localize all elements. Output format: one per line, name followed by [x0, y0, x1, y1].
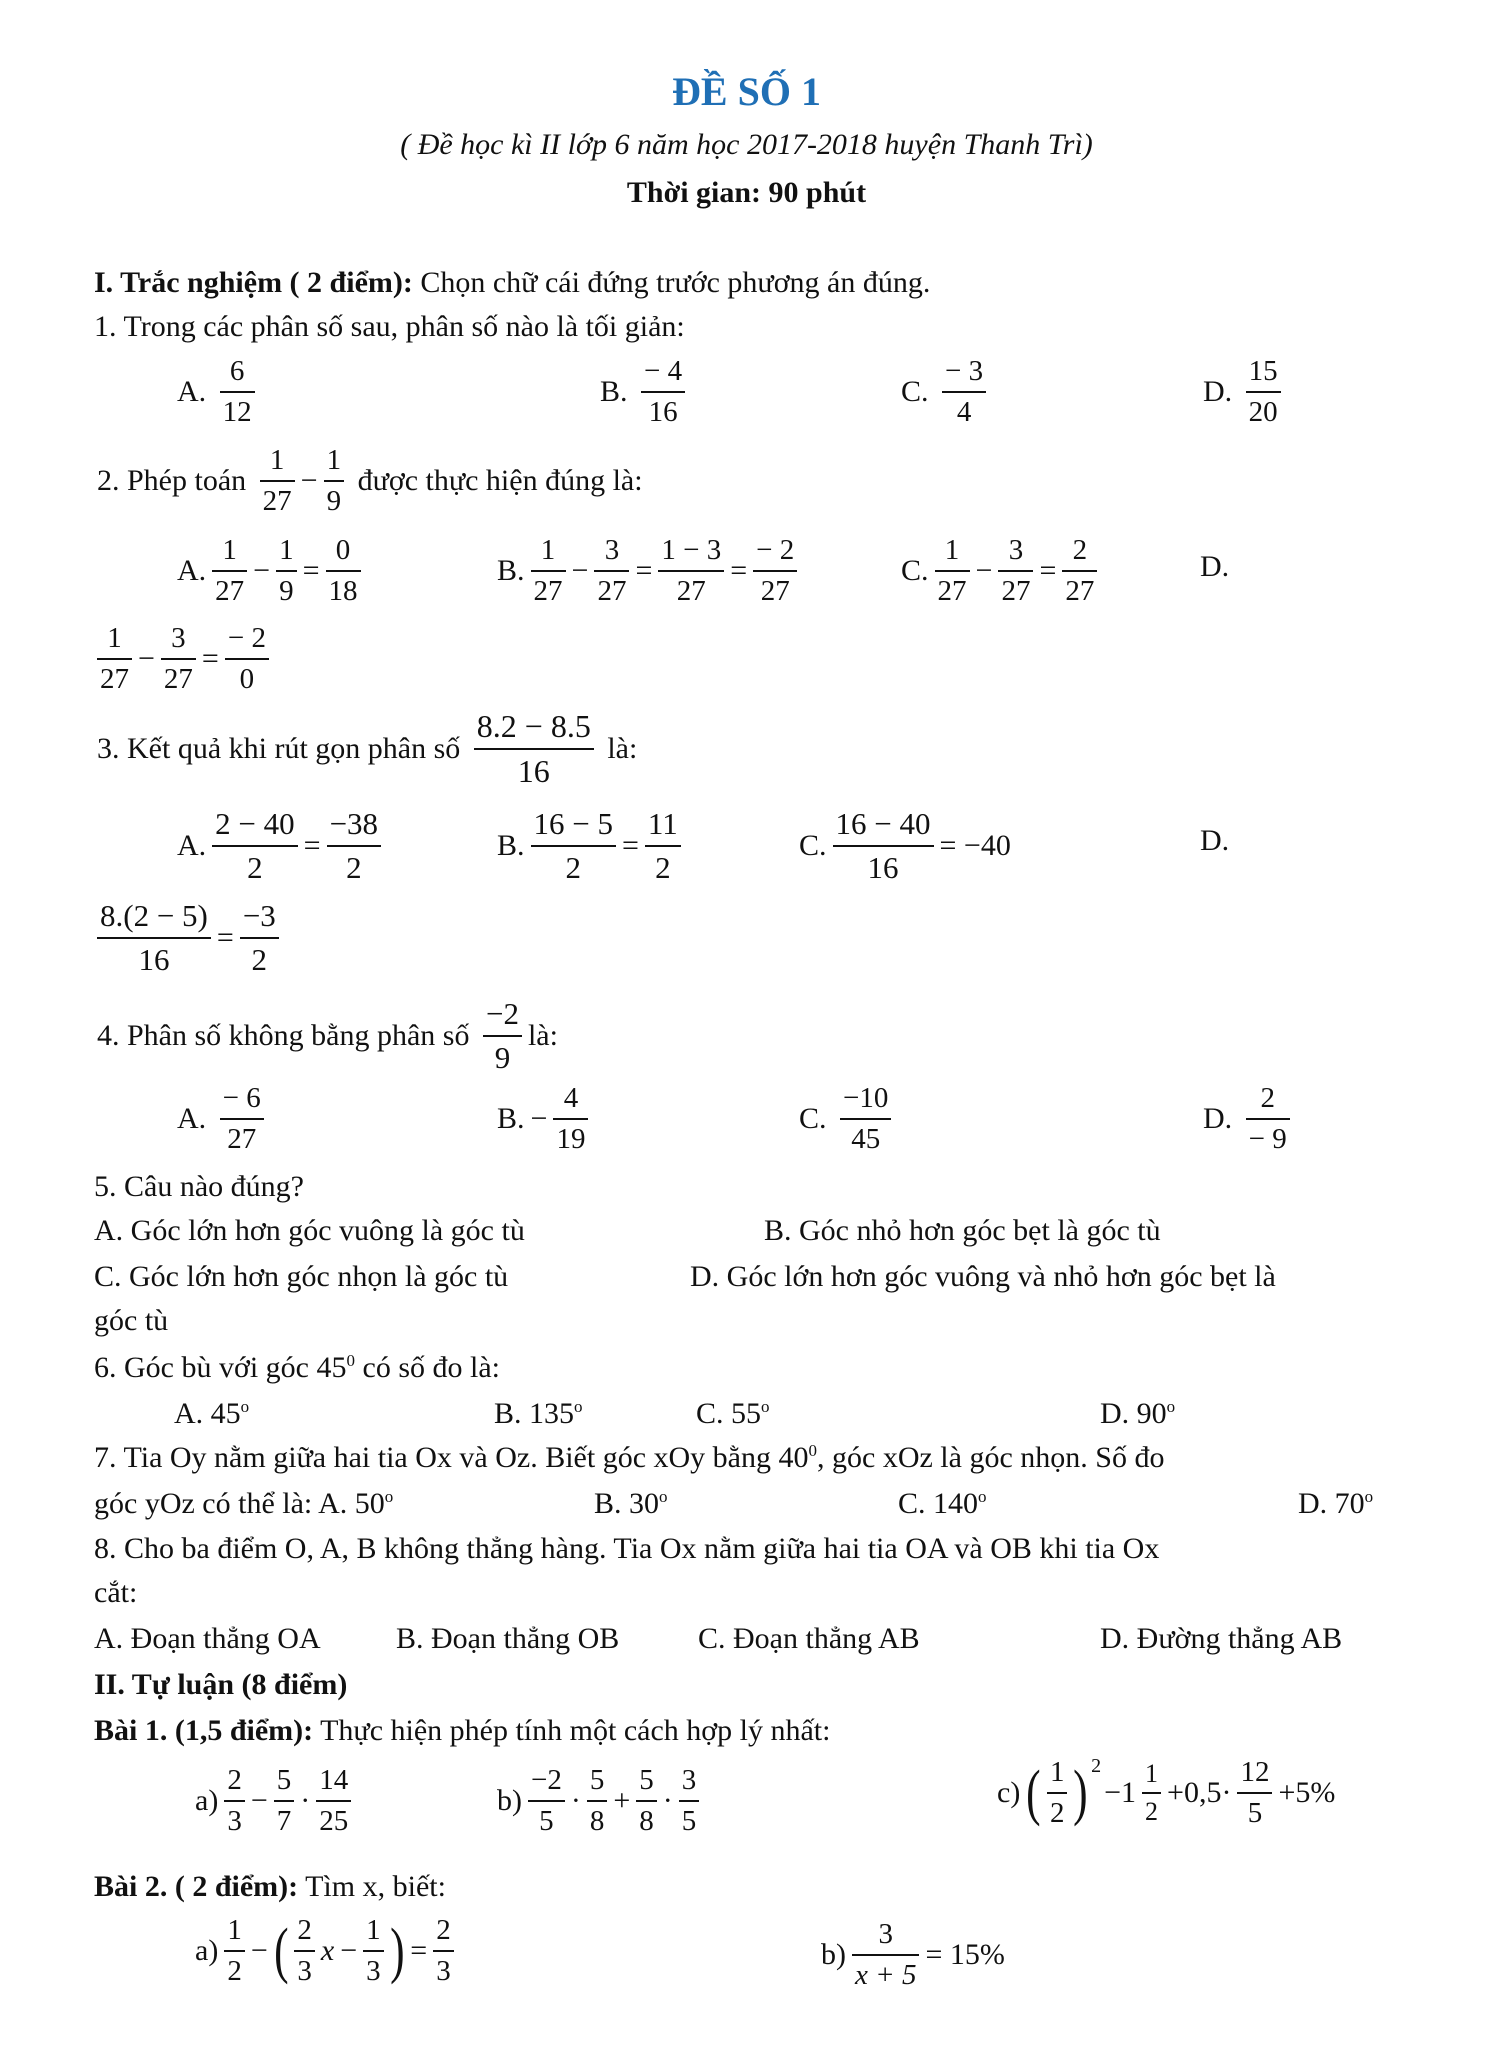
- q8-text-cont: cắt:: [94, 1576, 138, 1609]
- denominator: 5: [539, 1805, 554, 1838]
- option-label: B.: [600, 375, 628, 409]
- numerator: 1: [276, 534, 297, 572]
- q6-option-c: [696, 1398, 770, 1429]
- degree-mark: o: [659, 1487, 668, 1506]
- numerator: 1: [224, 1914, 245, 1952]
- numerator: 3: [679, 1764, 700, 1802]
- q3-suffix: là:: [607, 731, 638, 765]
- minus-sign: −: [530, 1102, 548, 1136]
- denominator: 2: [1049, 1797, 1065, 1830]
- numerator: −38: [327, 806, 381, 847]
- q4-suffix: là:: [527, 1018, 558, 1052]
- denominator: 8: [639, 1805, 654, 1838]
- numerator: 16 − 5: [531, 806, 616, 847]
- degree-mark: o: [761, 1397, 770, 1416]
- q7-options: [94, 1488, 393, 1519]
- page-title: ĐỀ SỐ 1: [672, 69, 821, 114]
- q6-option-d: [1100, 1398, 1175, 1429]
- denominator: 45: [851, 1123, 881, 1156]
- option-label: D.: [1203, 375, 1233, 409]
- option-text: B. 135: [494, 1397, 575, 1430]
- q3-prefix: 3. Kết quả khi rút gọn phân số: [97, 731, 461, 765]
- numerator: 2: [1062, 534, 1097, 572]
- q4-option-b: [494, 1082, 591, 1157]
- q1-option-d: [1200, 355, 1284, 430]
- q7-option-b: [594, 1488, 668, 1519]
- denominator: 5: [681, 1805, 697, 1838]
- numerator: 5: [636, 1764, 657, 1802]
- numerator: 2: [433, 1914, 454, 1952]
- denominator: 16: [648, 396, 678, 429]
- bai2-a: a) $\frac{1}{2}$ −( $\frac{2}{3}$ x − $\frac{1}{3}$ ) = $\frac{2}{3}$: [192, 1914, 457, 1989]
- section-2-heading: II. Tự luận (8 điểm): [94, 1668, 348, 1701]
- part-label: b): [821, 1938, 846, 1972]
- option-label: B.: [497, 828, 525, 862]
- numerator: 5: [274, 1764, 295, 1802]
- denominator: 27: [760, 575, 790, 608]
- bai1-label: Bài 1. (1,5 điểm):: [94, 1714, 314, 1747]
- numerator: 0: [326, 534, 361, 572]
- numerator: 4: [553, 1082, 588, 1120]
- q7-text: [94, 1442, 1164, 1473]
- degree-mark: o: [1364, 1487, 1374, 1506]
- q2-prefix: 2. Phép toán: [97, 464, 247, 498]
- numerator: 1: [324, 444, 345, 482]
- q7-text-part2: , góc xOz là góc nhọn. Số đo: [817, 1441, 1165, 1474]
- denominator: 27: [215, 575, 245, 608]
- q7-option-c: [898, 1488, 987, 1519]
- q4-option-d: [1200, 1082, 1293, 1157]
- numerator: − 2: [753, 534, 797, 572]
- q4-option-a: [174, 1082, 267, 1157]
- q1-option-a: [174, 355, 258, 430]
- mixed-whole: −1: [1104, 1776, 1137, 1810]
- option-text: B. 30: [594, 1487, 660, 1520]
- time-limit: Thời gian: 90 phút: [626, 176, 867, 209]
- denominator: 0: [239, 663, 255, 696]
- denominator: 27: [597, 575, 627, 608]
- part-label: a): [195, 1784, 219, 1818]
- denominator: 9: [494, 1039, 511, 1075]
- q5-option-b: B. Góc nhỏ hơn góc bẹt là góc tù: [764, 1214, 1161, 1247]
- q2-text: 2. Phép toán $\frac{1}{27}$ − $\frac{1}{9}$ được thực hiện đúng là:: [97, 444, 643, 518]
- denominator: 2: [1145, 1797, 1159, 1827]
- option-label: B.: [497, 1102, 525, 1136]
- q5-text: 5. Câu nào đúng?: [94, 1170, 304, 1203]
- denominator: 27: [227, 1123, 257, 1156]
- numerator: 2: [224, 1764, 245, 1802]
- denominator: 2: [251, 941, 268, 977]
- bai1-a: a) $\frac{2}{3}$ − $\frac{5}{7}$ · $\frac{14}{25}$: [192, 1764, 354, 1839]
- numerator: 1: [260, 444, 295, 482]
- bai2-heading: [94, 1872, 446, 1902]
- numerator: 3: [998, 534, 1033, 572]
- q7-option-a: A. 50: [318, 1487, 385, 1520]
- q3-option-c: [796, 806, 1014, 885]
- q1-option-c: [898, 355, 989, 430]
- operator: +0,5·: [1167, 1776, 1232, 1810]
- q8-option-a: A. Đoạn thẳng OA: [94, 1622, 321, 1655]
- denominator: 16: [138, 941, 170, 977]
- numerator: 1: [363, 1914, 384, 1952]
- denominator: 3: [227, 1805, 242, 1838]
- q5-option-c: C. Góc lớn hơn góc nhọn là góc tù: [94, 1260, 509, 1293]
- numerator: 16 − 40: [833, 806, 934, 847]
- numerator: 2 − 40: [212, 806, 297, 847]
- q6-text: [94, 1352, 500, 1383]
- numerator: 1: [212, 534, 247, 572]
- q2-option-b: B. $\frac{1}{27}$ − $\frac{3}{27}$ = $\frac{1 - 3}{27}$ = $\frac{- 2}{27}$: [494, 534, 800, 609]
- option-label: D.: [1203, 1102, 1233, 1136]
- q3-option-d: $\frac{8.(2 - 5)}{16}$ = $\frac{-3}{2}$: [94, 898, 282, 977]
- section-1-label: I. Trắc nghiệm ( 2 điểm):: [94, 266, 413, 299]
- q6-suffix: có số đo là:: [362, 1351, 500, 1384]
- q3-option-a: A. $\frac{2 - 40}{2}$ = $\frac{-38}{2}$: [174, 806, 384, 885]
- numerator: − 4: [641, 355, 685, 393]
- exponent: 2: [1091, 1755, 1102, 1777]
- q5-option-d-cont: góc tù: [94, 1304, 169, 1337]
- numerator: 8.2 − 8.5: [474, 708, 594, 750]
- q2-option-a: A. $\frac{1}{27}$ − $\frac{1}{9}$ = $\frac{0}{18}$: [174, 534, 364, 609]
- denominator: 27: [262, 485, 292, 518]
- option-label: A.: [177, 554, 207, 588]
- denominator: 18: [328, 575, 358, 608]
- q5-option-d: D. Góc lớn hơn góc vuông và nhỏ hơn góc bẹt là: [690, 1260, 1276, 1293]
- degree-mark: o: [240, 1397, 250, 1416]
- denominator: 19: [556, 1123, 586, 1156]
- section-1-instruction: Chọn chữ cái đứng trước phương án đúng.: [420, 266, 931, 299]
- q4-option-c: [796, 1082, 894, 1157]
- denominator: 8: [589, 1805, 605, 1838]
- denominator: 9: [279, 575, 294, 608]
- result: = −40: [939, 828, 1011, 862]
- operator: +5%: [1278, 1776, 1336, 1810]
- numerator: 12: [1237, 1756, 1272, 1794]
- denominator: 3: [366, 1955, 381, 1988]
- numerator: −10: [840, 1082, 891, 1120]
- denominator: 5: [1247, 1797, 1263, 1830]
- numerator: 11: [645, 806, 681, 847]
- part-label: c): [997, 1776, 1021, 1810]
- numerator: − 6: [220, 1082, 264, 1120]
- denominator: 16: [867, 849, 899, 885]
- option-label: C.: [901, 375, 929, 409]
- denominator: 2: [565, 849, 581, 885]
- q6-prefix: 6. Góc bù với góc 45: [94, 1351, 347, 1384]
- q2-option-c: C. $\frac{1}{27}$ − $\frac{3}{27}$ = $\frac{2}{27}$: [898, 534, 1100, 609]
- numerator: 2: [1246, 1082, 1290, 1120]
- denominator: 20: [1248, 396, 1278, 429]
- option-text: C. 140: [898, 1487, 979, 1520]
- q8-option-c: C. Đoạn thẳng AB: [698, 1622, 920, 1655]
- denominator: 7: [276, 1805, 292, 1838]
- denominator: 27: [533, 575, 563, 608]
- bai1-instruction: Thực hiện phép tính một cách hợp lý nhất:: [320, 1714, 831, 1747]
- denominator: 2: [655, 849, 671, 885]
- q3-option-b: B. $\frac{16 - 5}{2}$ = $\frac{11}{2}$: [494, 806, 684, 885]
- denominator: 27: [1065, 575, 1095, 608]
- q8-option-d: D. Đường thẳng AB: [1100, 1622, 1343, 1655]
- option-label: A.: [177, 375, 207, 409]
- bai2-instruction: Tìm x, biết:: [305, 1870, 446, 1903]
- numerator: 1: [1047, 1756, 1068, 1794]
- denominator: 4: [956, 396, 972, 429]
- degree-mark: o: [384, 1487, 394, 1506]
- q6-option-a: [174, 1398, 249, 1429]
- q6-option-b: [494, 1398, 583, 1429]
- numerator: 1: [935, 534, 970, 572]
- bai1-b: b) $\frac{-2}{5}$ · $\frac{5}{8}$ + $\frac{5}{8}$ · $\frac{3}{5}$: [494, 1764, 702, 1839]
- q8-option-b: B. Đoạn thẳng OB: [396, 1622, 620, 1655]
- denominator: x + 5: [855, 1959, 917, 1992]
- denominator: 27: [100, 663, 129, 696]
- denominator: 25: [319, 1805, 349, 1838]
- bai2-label: Bài 2. ( 2 điểm):: [94, 1870, 299, 1903]
- q5-option-a: A. Góc lớn hơn góc vuông là góc tù: [94, 1214, 525, 1247]
- degree-mark: 0: [346, 1351, 355, 1370]
- degree-mark: 0: [808, 1441, 817, 1460]
- numerator: 1 − 3: [658, 534, 724, 572]
- numerator: 2: [294, 1914, 315, 1952]
- denominator: 27: [676, 575, 706, 608]
- option-text: A. 45: [174, 1397, 241, 1430]
- numerator: 1: [1142, 1759, 1161, 1794]
- q4-text: [94, 996, 561, 1075]
- degree-mark: o: [1166, 1397, 1176, 1416]
- option-label: B.: [497, 554, 525, 588]
- option-label: A.: [177, 1102, 207, 1136]
- denominator: 27: [1001, 575, 1031, 608]
- section-1-heading: [94, 268, 930, 298]
- degree-mark: o: [574, 1397, 583, 1416]
- numerator: − 3: [942, 355, 986, 393]
- numerator: 5: [587, 1764, 608, 1802]
- denominator: 16: [517, 752, 550, 789]
- variable-x: x: [320, 1934, 335, 1968]
- q4-prefix: 4. Phân số không bằng phân số: [97, 1018, 470, 1052]
- degree-mark: o: [978, 1487, 987, 1506]
- denominator: 27: [163, 663, 193, 696]
- bai1-heading: [94, 1716, 830, 1746]
- numerator: 8.(2 − 5): [97, 898, 211, 939]
- q1-text: 1. Trong các phân số sau, phân số nào là tối giản:: [94, 310, 685, 343]
- q7-text-line2: góc yOz có thể là:: [94, 1487, 313, 1520]
- denominator: − 9: [1248, 1123, 1287, 1156]
- numerator: 3: [594, 534, 629, 572]
- option-label: C.: [901, 554, 929, 588]
- denominator: 2: [227, 1955, 242, 1988]
- result: = 15%: [925, 1938, 1005, 1972]
- q2-suffix: được thực hiện đúng là:: [357, 464, 643, 498]
- q8-text: 8. Cho ba điểm O, A, B không thẳng hàng. Tia Ox nằm giữa hai tia OA và OB khi tia Ox: [94, 1532, 1160, 1565]
- q3-text: [94, 708, 640, 790]
- subtitle: ( Đề học kì II lớp 6 năm học 2017-2018 huyện Thanh Trì): [400, 128, 1093, 161]
- q2-option-d-label: D.: [1200, 550, 1230, 583]
- option-text: D. 90: [1100, 1397, 1167, 1430]
- option-text: C. 55: [696, 1397, 762, 1430]
- q2-option-d: $\frac{1}{27}$ − $\frac{3}{27}$ = $\frac{- 2}{0}$: [94, 622, 272, 697]
- denominator: 2: [247, 849, 263, 885]
- option-label: A.: [177, 828, 207, 862]
- numerator: −3: [240, 898, 279, 939]
- option-label: C.: [799, 1102, 827, 1136]
- denominator: 3: [436, 1955, 451, 1988]
- numerator: 6: [220, 355, 255, 393]
- bai2-b: [818, 1918, 1008, 1993]
- q7-text-part1: 7. Tia Oy nằm giữa hai tia Ox và Oz. Biết góc xOy bằng 40: [94, 1441, 809, 1474]
- q1-option-b: [597, 355, 688, 430]
- denominator: 27: [937, 575, 967, 608]
- numerator: 1: [97, 622, 132, 660]
- option-text: D. 70: [1298, 1487, 1365, 1520]
- denominator: 3: [297, 1955, 312, 1988]
- bai1-c: c)( $\frac{1}{2}$ ) $^2$−1 $\frac{1}{2}$ +0,5· $\frac{12}{5}$ +5%: [997, 1755, 1336, 1830]
- option-label: C.: [799, 828, 827, 862]
- part-label: b): [497, 1784, 522, 1818]
- numerator: − 2: [225, 622, 269, 660]
- q7-option-d: [1298, 1488, 1373, 1519]
- numerator: −2: [483, 996, 522, 1037]
- numerator: −2: [528, 1764, 565, 1802]
- numerator: 3: [852, 1918, 919, 1956]
- numerator: 15: [1246, 355, 1281, 393]
- denominator: 2: [346, 849, 362, 885]
- part-label: a): [195, 1934, 219, 1968]
- denominator: 12: [222, 396, 252, 429]
- numerator: 1: [531, 534, 566, 572]
- denominator: 9: [326, 485, 342, 518]
- numerator: 14: [316, 1764, 351, 1802]
- numerator: 3: [161, 622, 196, 660]
- q3-option-d-label: D.: [1200, 824, 1230, 857]
